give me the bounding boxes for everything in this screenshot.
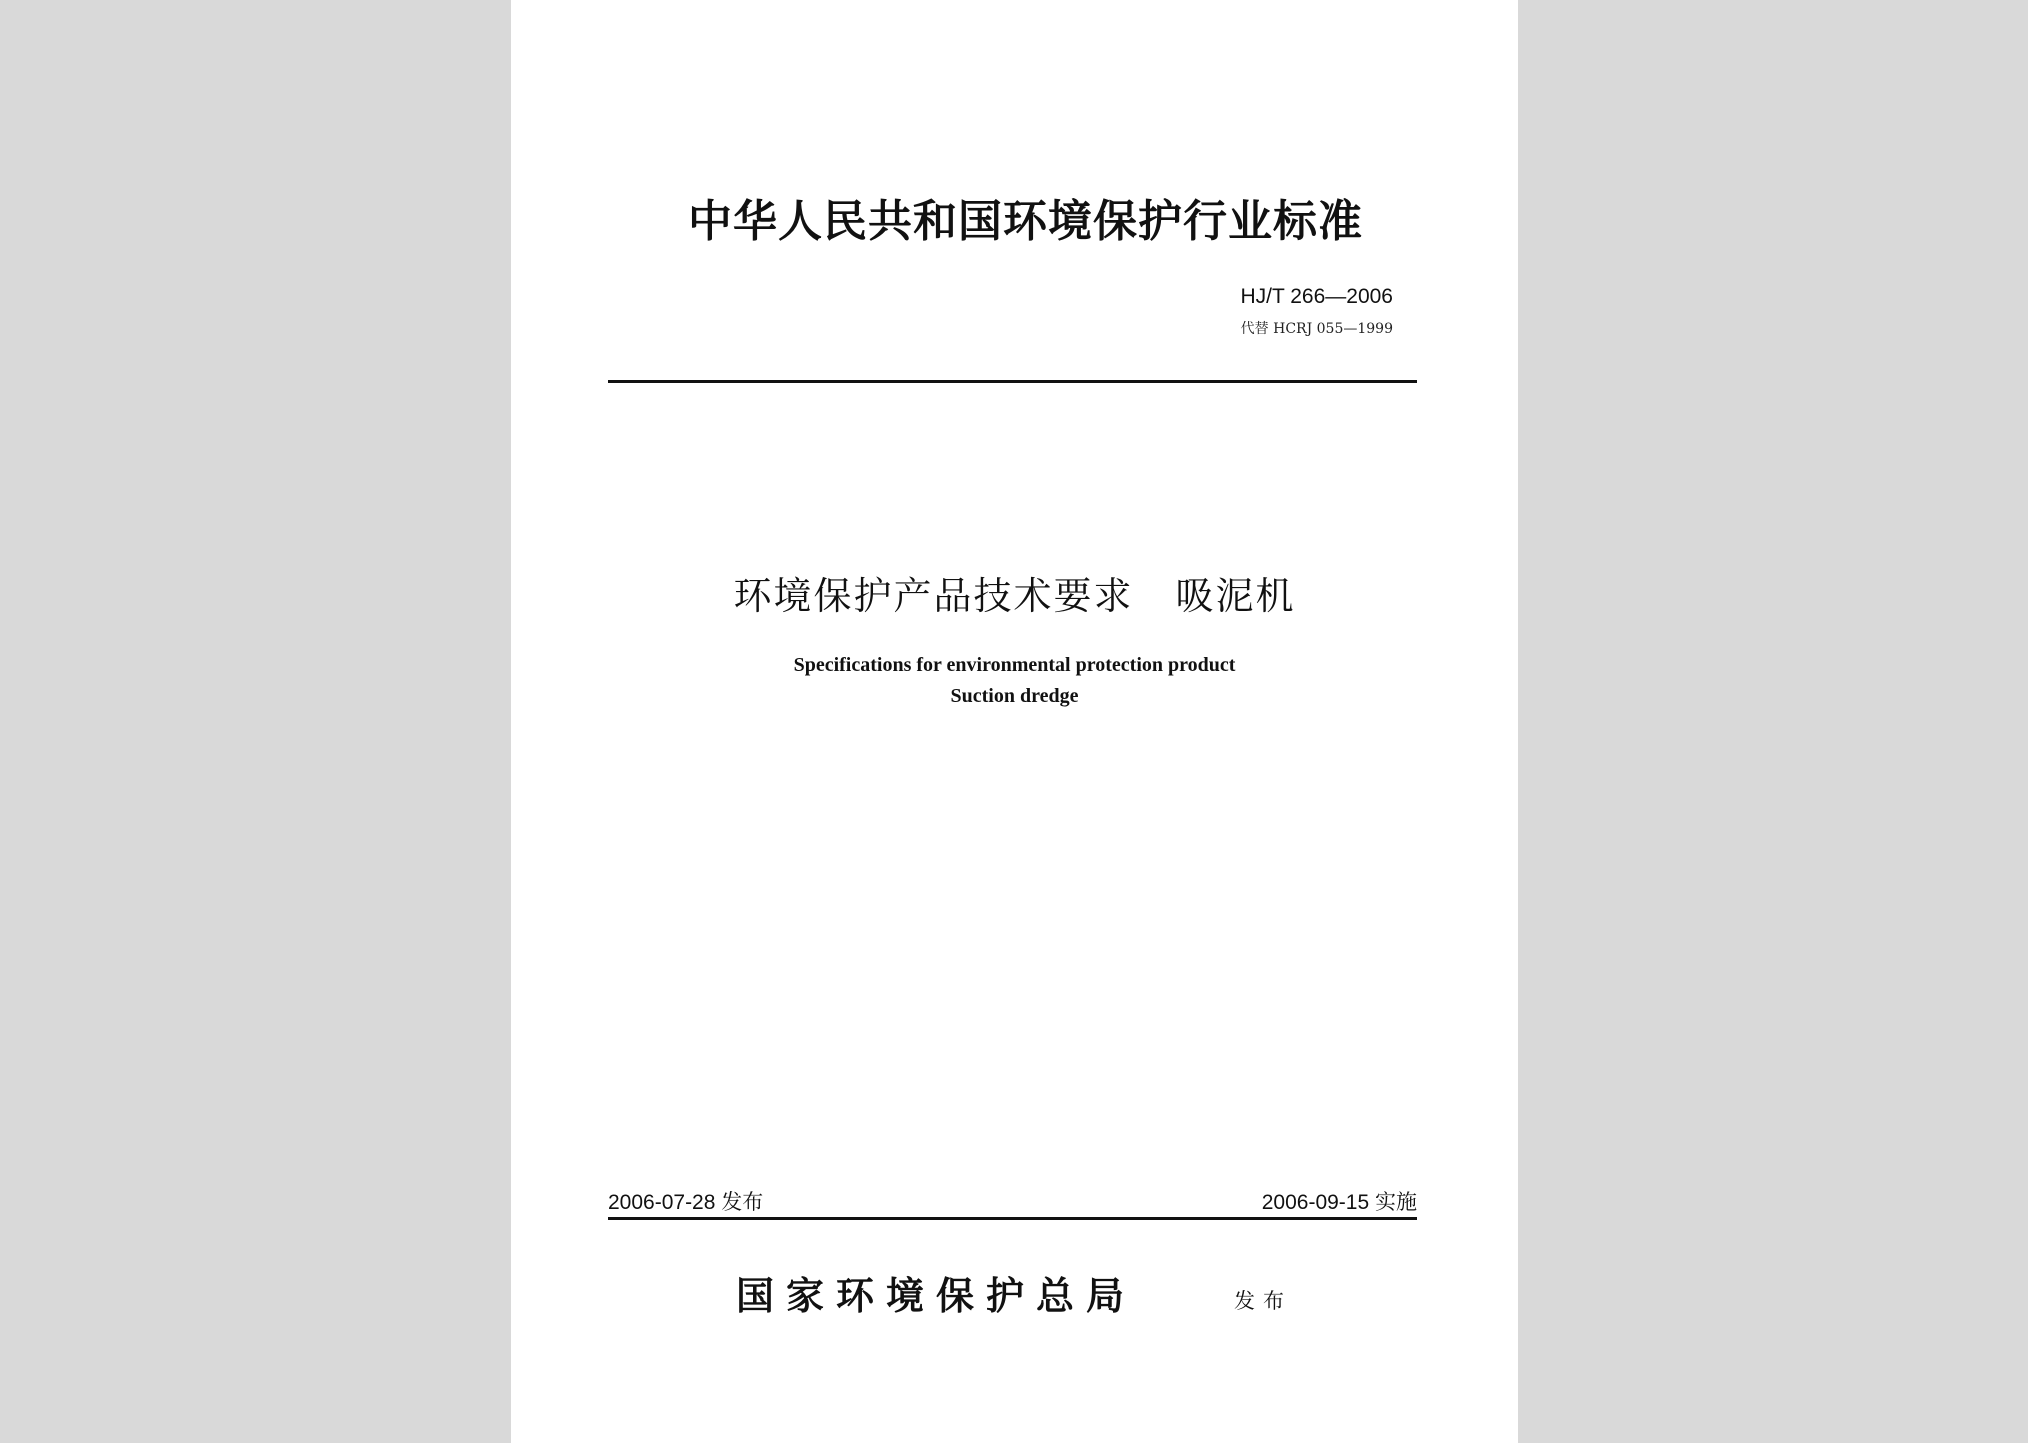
publish-label: 发布 (1234, 1289, 1292, 1313)
top-divider (608, 380, 1417, 383)
bottom-divider (608, 1217, 1417, 1220)
implementation-date: 2006-09-15 实施 (1261, 1191, 1417, 1214)
issue-date: 2006-07-28 发布 (608, 1191, 764, 1214)
chinese-title-main: 环境保护产品技术要求 (733, 574, 1134, 618)
publisher-name: 国家环境保护总局 (736, 1273, 1137, 1318)
chinese-title (511, 565, 1518, 620)
english-title-line-2: Suction dredge (950, 685, 1079, 707)
standard-code: HJ/T 266—2006 (1240, 285, 1393, 308)
replaces-code: 代替 HCRJ 055—1999 (1240, 321, 1393, 337)
document-page (511, 0, 1518, 1443)
standard-category-title: 中华人民共和国环境保护行业标准 (688, 196, 1363, 247)
chinese-title-sub: 吸泥机 (1175, 574, 1296, 618)
english-title-line-1: Specifications for environmental protection product (793, 654, 1236, 676)
